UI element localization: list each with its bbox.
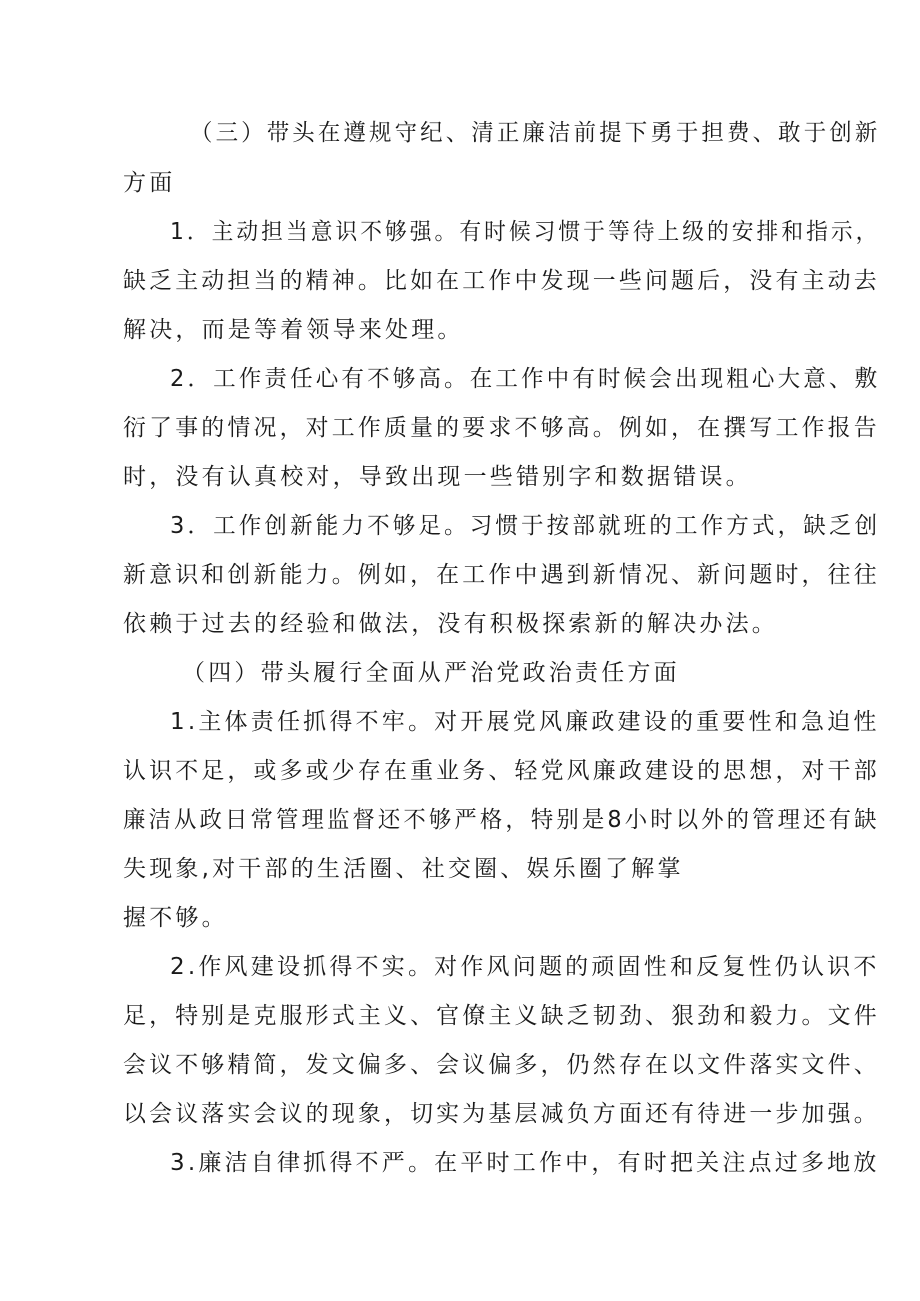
paragraph-line: 会议不够精简，发文偏多、会议偏多，仍然存在以文件落实文件、 bbox=[123, 1052, 880, 1078]
paragraph-line: 失现象,对干部的生活圈、社交圈、娱乐圈了解掌 bbox=[123, 856, 684, 882]
paragraph-line: 1.主体责任抓得不牢。对开展党风廉政建设的重要性和急迫性 bbox=[170, 709, 880, 735]
paragraph-line: 认识不足，或多或少存在重业务、轻党风廉政建设的思想，对干部 bbox=[123, 758, 880, 784]
paragraph-line: 依赖于过去的经验和做法，没有积极探索新的解决办法。 bbox=[123, 611, 778, 637]
paragraph-line: 时，没有认真校对，导致出现一些错别字和数据错误。 bbox=[123, 464, 752, 490]
paragraph-line: 足，特别是克服形式主义、官僚主义缺乏韧劲、狠劲和毅力。文件 bbox=[123, 1003, 880, 1029]
section-heading-3: （三）带头在遵规守纪、清正廉洁前提下勇于担费、敢于创新 bbox=[190, 120, 881, 146]
paragraph-line: 3．工作创新能力不够足。习惯于按部就班的工作方式，缺乏创 bbox=[170, 513, 881, 539]
paragraph-line: 廉洁从政日常管理监督还不够严格，特别是8小时以外的管理还有缺 bbox=[123, 807, 880, 833]
section-heading-4: （四）带头履行全面从严治党政治责任方面 bbox=[182, 660, 680, 686]
paragraph-line: 2.作风建设抓得不实。对作风问题的顽固性和反复性仍认识不 bbox=[170, 954, 880, 980]
paragraph-line: 2．工作责任心有不够高。在工作中有时候会出现粗心大意、敷 bbox=[170, 366, 881, 392]
paragraph-line: 握不够。 bbox=[123, 905, 228, 931]
paragraph-line: 衍了事的情况，对工作质量的要求不够高。例如，在撰写工作报告 bbox=[123, 415, 880, 441]
paragraph-line: 以会议落实会议的现象，切实为基层减负方面还有待进一步加强。 bbox=[123, 1101, 880, 1127]
paragraph-line: 3.廉洁自律抓得不严。在平时工作中，有时把关注点过多地放 bbox=[170, 1150, 880, 1176]
paragraph-line: 缺乏主动担当的精神。比如在工作中发现一些问题后，没有主动去 bbox=[123, 268, 880, 294]
paragraph-line: 新意识和创新能力。例如，在工作中遇到新情况、新问题时，往往 bbox=[123, 562, 880, 588]
section-heading-3-cont: 方面 bbox=[123, 170, 176, 196]
paragraph-line: 解决，而是等着领导来处理。 bbox=[123, 317, 464, 343]
paragraph-line: 1．主动担当意识不够强。有时候习惯于等待上级的安排和指示， bbox=[170, 219, 881, 245]
